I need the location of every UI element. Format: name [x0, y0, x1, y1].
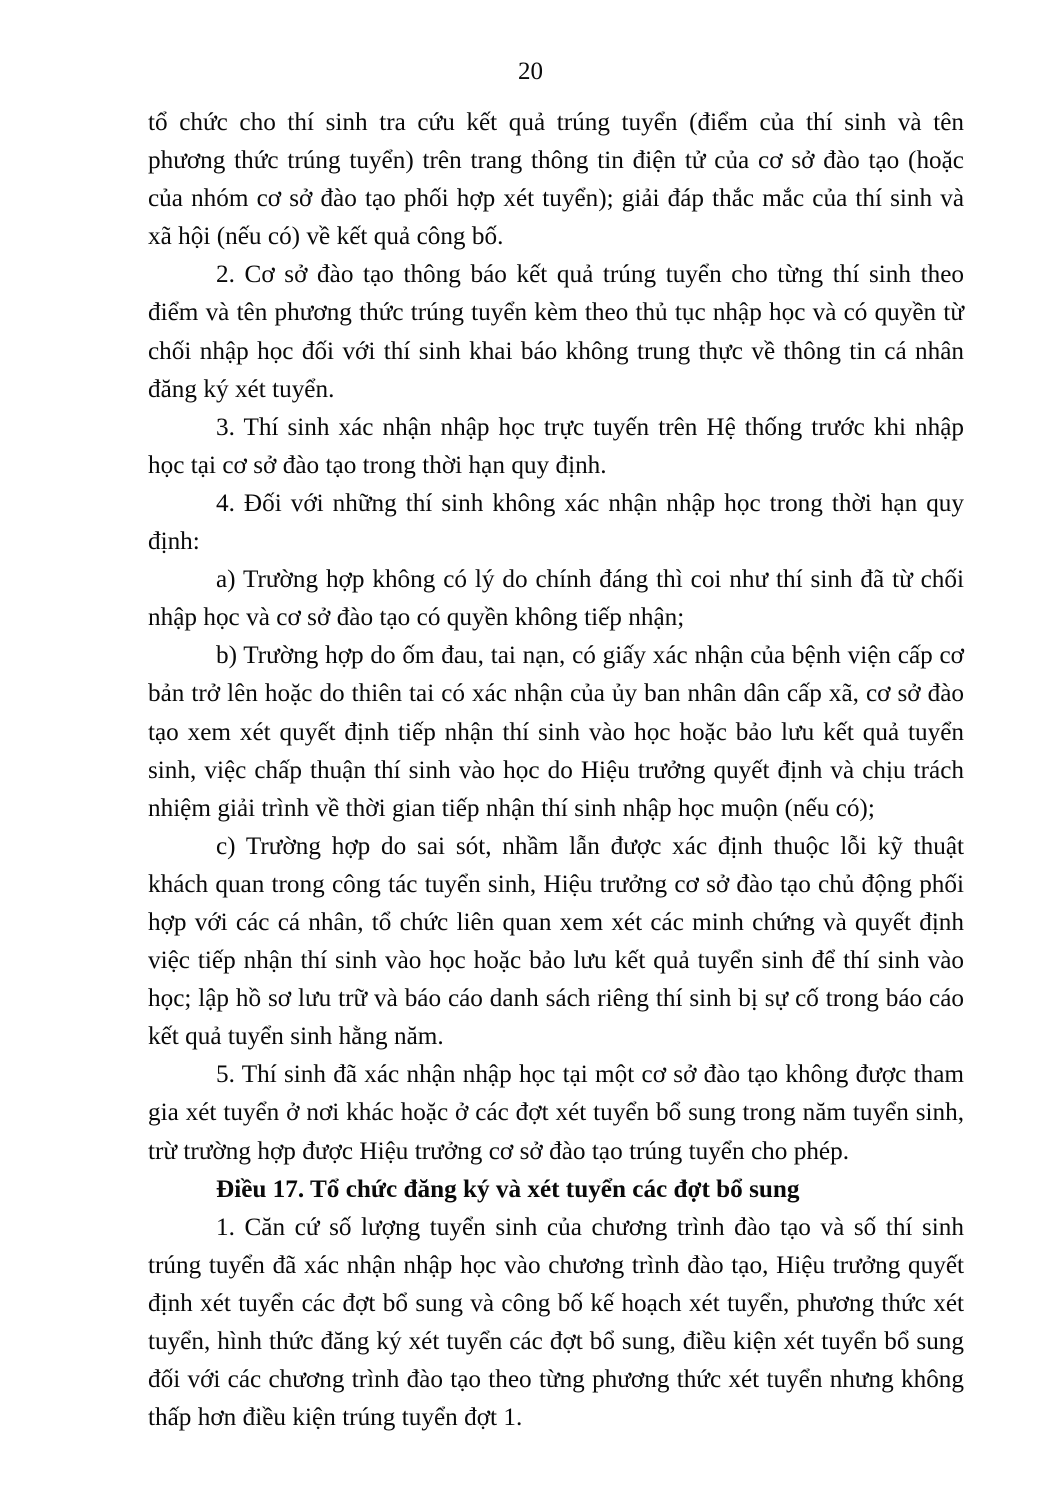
paragraph-item-5: 5. Thí sinh đã xác nhận nhập học tại một cơ sở đào tạo không được tham gia xét tuyển ở nơi khác hoặc ở các đợt xét tuyển bổ sung trong năm tuyển sinh, trừ trường hợp được Hiệu trưởng cơ sở đào tạo trúng tuyển cho phép. — [148, 1061, 964, 1165]
paragraph-item-4b: b) Trường hợp do ốm đau, tai nạn, có giấy xác nhận của bệnh viện cấp cơ bản trở lên hoặc do thiên tai có xác nhận của ủy ban nhân dân cấp xã, cơ sở đào tạo xem xét quyết định tiếp nhận thí sinh vào học hoặc bảo lưu kết quả tuyển sinh, việc chấp thuận thí sinh vào học do Hiệu trưởng quyết định và chịu trách nhiệm giải trình về thời gian tiếp nhận thí sinh nhập học muộn (nếu có); — [148, 642, 964, 822]
paragraph-item-4: 4. Đối với những thí sinh không xác nhận nhập học trong thời hạn quy định: — [148, 489, 964, 556]
paragraph-item-4c: c) Trường hợp do sai sót, nhầm lẫn được xác định thuộc lỗi kỹ thuật khách quan trong công tác tuyển sinh, Hiệu trưởng cơ sở đào tạo chủ động phối hợp với các cá nhân, tổ chức liên quan xem xét các minh chứng và quyết định việc tiếp nhận thí sinh vào học hoặc bảo lưu kết quả tuyển sinh để thí sinh vào học; lập hồ sơ lưu trữ và báo cáo danh sách riêng thí sinh bị sự cố trong báo cáo kết quả tuyển sinh hằng năm. — [148, 832, 964, 1051]
paragraph-continued: tổ chức cho thí sinh tra cứu kết quả trúng tuyển (điểm của thí sinh và tên phương thức trúng tuyển) trên trang thông tin điện tử của cơ sở đào tạo (hoặc của nhóm cơ sở đào tạo phối hợp xét tuyển); giải đáp thắc mắc của thí sinh và xã hội (nếu có) về kết quả công bố. — [148, 109, 964, 251]
paragraph-item-2: 2. Cơ sở đào tạo thông báo kết quả trúng tuyển cho từng thí sinh theo điểm và tên phương thức trúng tuyển kèm theo thủ tục nhập học và có quyền từ chối nhập học đối với thí sinh khai báo không trung thực về thông tin cá nhân đăng ký xét tuyển. — [148, 261, 964, 403]
page-number: 20 — [518, 58, 543, 85]
paragraph-item-4a: a) Trường hợp không có lý do chính đáng thì coi như thí sinh đã từ chối nhập học và cơ sở đào tạo có quyền không tiếp nhận; — [148, 566, 964, 632]
paragraph-dieu-17-item-1: 1. Căn cứ số lượng tuyển sinh của chương trình đào tạo và số thí sinh trúng tuyển đã xác nhận nhập học vào chương trình đào tạo, Hiệu trưởng quyết định xét tuyển các đợt bổ sung và công bố kế hoạch xét tuyển, phương thức xét tuyển, hình thức đăng ký xét tuyển các đợt bổ sung, điều kiện xét tuyển bổ sung đối với các chương trình đào tạo theo từng phương thức xét tuyển nhưng không thấp hơn điều kiện trúng tuyển đợt 1. — [148, 1213, 964, 1432]
document-body — [148, 104, 964, 1437]
paragraph-item-3: 3. Thí sinh xác nhận nhập học trực tuyến trên Hệ thống trước khi nhập học tại cơ sở đào tạo trong thời hạn quy định. — [148, 413, 964, 479]
article-heading-dieu-17: Điều 17. Tổ chức đăng ký và xét tuyển các đợt bổ sung — [216, 1175, 800, 1203]
